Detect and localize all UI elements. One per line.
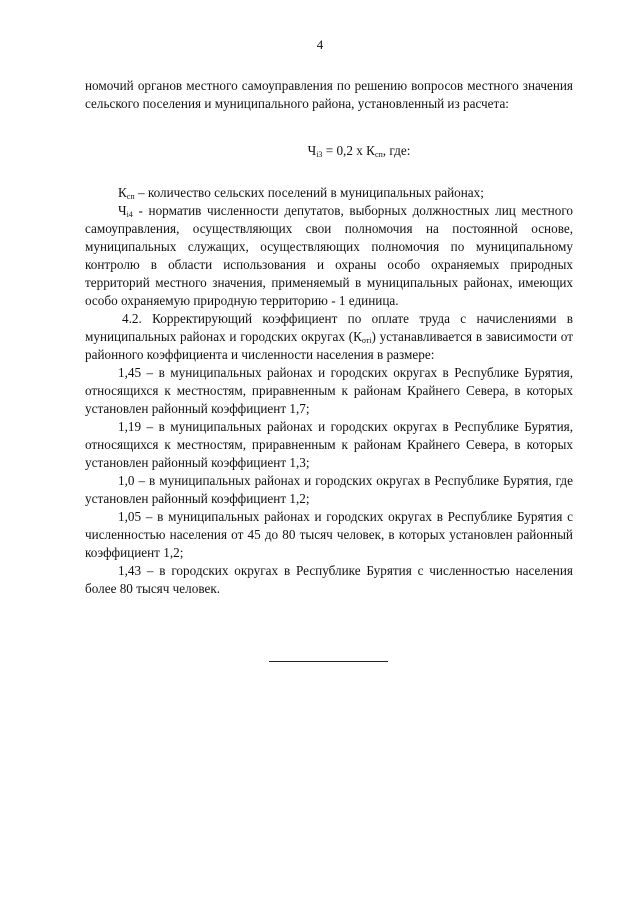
ch4-text: - норматив численности депутатов, выборных должностных лиц местного самоуправления, осуществляющих свои полномочия на постоянной основе, муниципальных служащих, осуществляющих полномочия по муниципальному контролю в области использования и охраны особо охраняемых природных территорий местного значения, применяемый в муниципальных районах, имеющих особо охраняемую природную территорию - 1 единица. [85, 203, 573, 308]
formula-end: , где: [382, 143, 411, 158]
intro-paragraph: номочий органов местного самоуправления по решению вопросов местного значения сельского поселения и муниципального района, установленный из расчета: [85, 78, 573, 111]
section-4-2-text-after: ) устанавливается в зависимости от районного коэффициента и численности населения в размере: [85, 329, 573, 362]
coefficient-item: 1,19 – в муниципальных районах и городских округах в Республике Бурятия, относящихся к местностям, приравненным к районам Крайнего Севера, в которых установлен районный коэффициент 1,3; [85, 419, 573, 470]
section-4-2-text-before: 4.2. Корректирующий коэффициент по оплате труда с начислениями в муниципальных районах и городских округах (К [85, 311, 573, 344]
coefficient-item: 1,45 – в муниципальных районах и городских округах в Республике Бурятия, относящихся к местностям, приравненным к районам Крайнего Севера, в которых установлен районный коэффициент 1,7; [85, 365, 573, 416]
ksp-text: – количество сельских поселений в муниципальных районах; [134, 185, 484, 200]
formula-lhs-subscript: i3 [316, 150, 323, 159]
ksp-definition [85, 184, 573, 202]
ch4-symbol: Ч [118, 203, 127, 218]
formula-k-subscript: сп [374, 150, 383, 159]
formula-lhs: Ч [307, 143, 317, 158]
ksp-symbol: К [118, 185, 127, 200]
document-body [85, 77, 573, 598]
ksp-subscript: сп [126, 192, 135, 201]
coefficient-item: 1,43 – в городских округах в Республике Бурятия с численностью населения более 80 тысяч человек. [85, 563, 573, 596]
page-number: 4 [316, 37, 324, 52]
ch4-definition [85, 202, 573, 310]
coefficient-item: 1,0 – в муниципальных районах и городских округах в Республике Бурятия, где установлен районный коэффициент 1,2; [85, 473, 573, 506]
section-4-2-paragraph [85, 310, 573, 364]
ch4-subscript: i4 [126, 210, 133, 219]
coefficient-item: 1,05 – в муниципальных районах и городских округах в Республике Бурятия с численностью населения от 45 до 80 тысяч человек, в которых установлен районный коэффициент 1,2; [85, 509, 573, 560]
closing-divider-line [269, 661, 388, 662]
section-4-2-subscript: отi [361, 336, 372, 345]
formula-mid: = 0,2 х К [322, 143, 375, 158]
formula [85, 142, 573, 160]
